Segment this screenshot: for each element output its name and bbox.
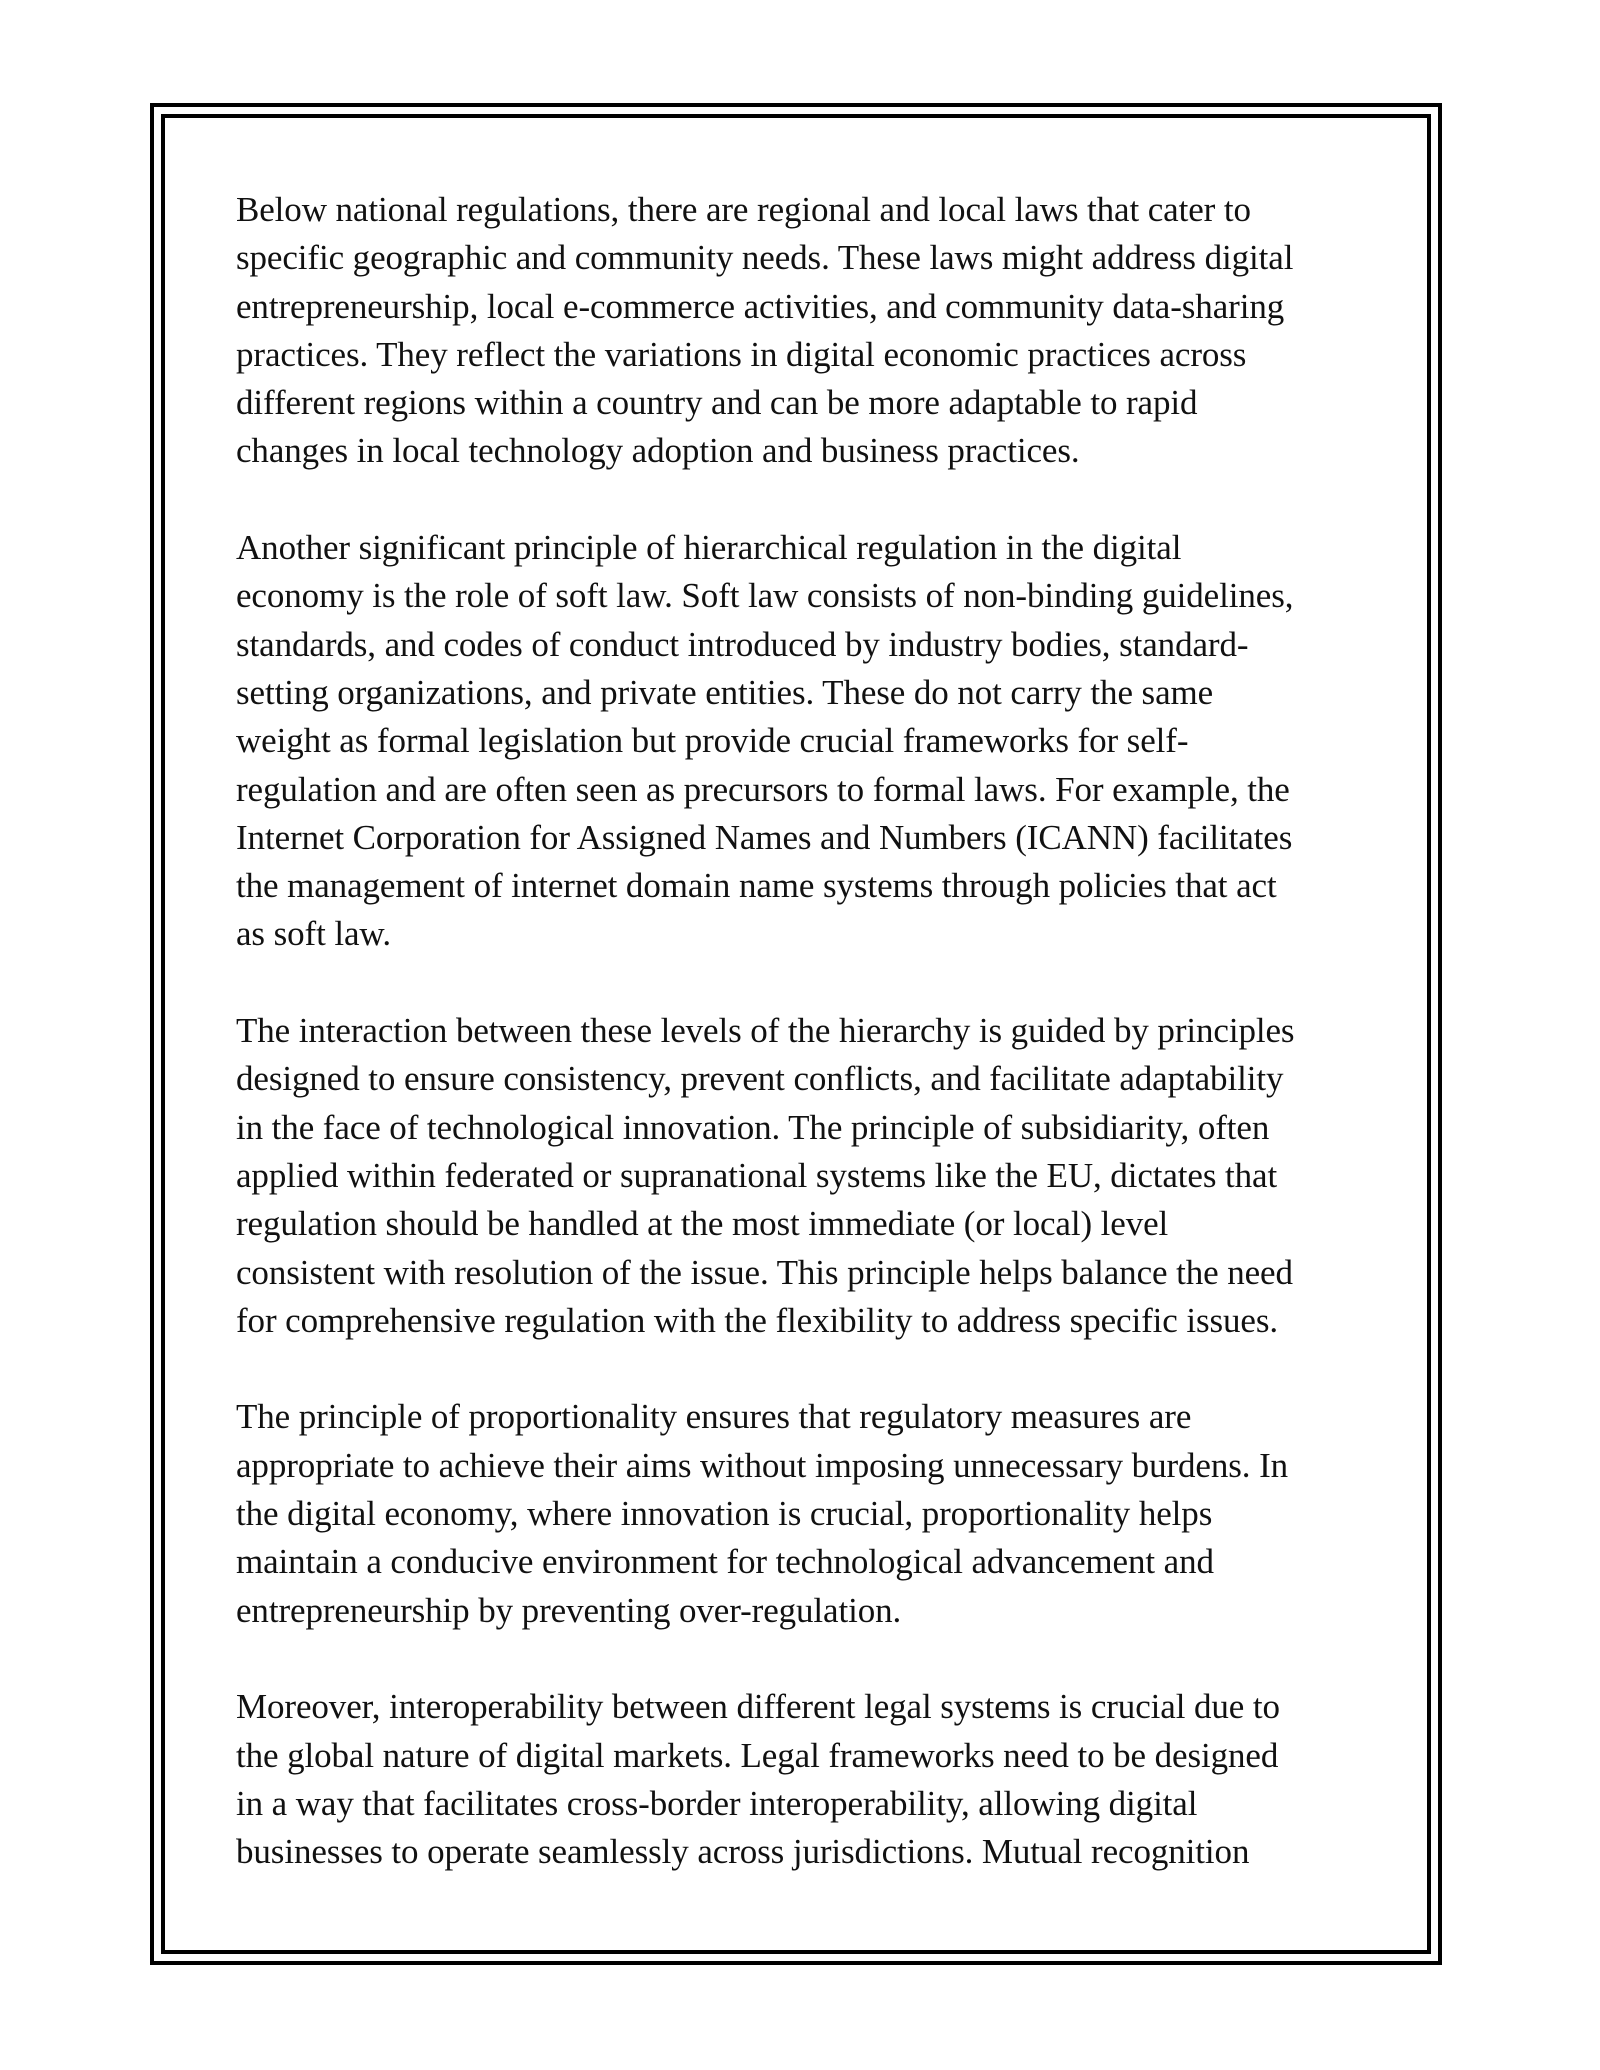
document-body bbox=[236, 186, 1366, 1925]
paragraph-interoperability: Moreover, interoperability between different legal systems is crucial due to the global nature of digital markets. Legal frameworks need to be designed in a way that facilitates cross-border interoperability, allowing digital businesses to operate seamlessly across jurisdictions. Mutual recognition bbox=[236, 1687, 1280, 1872]
paragraph-proportionality: The principle of proportionality ensures that regulatory measures are appropriate to achieve their aims without imposing unnecessary burdens. In the digital economy, where innovation is crucial, proportionality helps maintain a conducive environment for technological advancement and entrepreneurship by preventing over-regulation. bbox=[236, 1397, 1289, 1630]
paragraph-regional-laws: Below national regulations, there are regional and local laws that cater to specific geographic and community needs. These laws might address digital entrepreneurship, local e-commerce activities, and community data-sharing practices. They reflect the variations in digital economic practices across different regions within a country and can be more adaptable to rapid changes in local technology adoption and business practices. bbox=[236, 190, 1294, 471]
paragraph-hierarchy-interaction: The interaction between these levels of the hierarchy is guided by principles designed to ensure consistency, prevent conflicts, and facilitate adaptability in the face of technological innovation. The principle of subsidiarity, often applied within federated or supranational systems like the EU, dictates that regulation should be handled at the most immediate (or local) level consistent with resolution of the issue. This principle helps balance the need for comprehensive regulation with the flexibility to address specific issues. bbox=[236, 1011, 1295, 1340]
paragraph-soft-law: Another significant principle of hierarchical regulation in the digital economy is the role of soft law. Soft law consists of non-binding guidelines, standards, and codes of conduct introduced by industry bodies, standard- setting organizations, and private entities. These do not carry the same weight as formal legislation but provide crucial frameworks for self- regulation and are often seen as precursors to formal laws. For example, the Internet Corporation for Assigned Names and Numbers (ICANN) facilitates the management of internet domain name systems through policies that act as soft law. bbox=[236, 528, 1294, 954]
